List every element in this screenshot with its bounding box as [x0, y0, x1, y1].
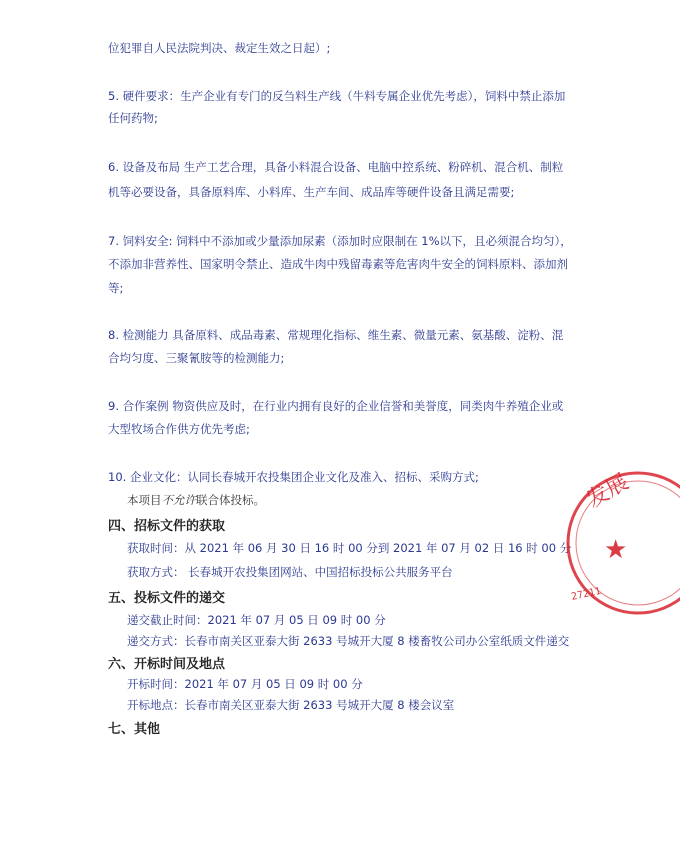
- submit-deadline: 递交截止时间：2021 年 07 月 05 日 09 时 00 分: [127, 613, 386, 627]
- get-time: 获取时间：从 2021 年 06 月 30 日 16 时 00 分到 2021 年 07 月 02 日 16 时 00 分: [127, 541, 572, 555]
- paragraph-line: 合均匀度、三聚氰胺等的检测能力;: [108, 351, 285, 365]
- open-place: 开标地点：长春市南关区亚泰大街 2633 号城开大厦 8 楼会议室: [127, 698, 455, 712]
- section-heading: 五、投标文件的递交: [108, 591, 226, 606]
- paragraph-line: 10. 企业文化：认同长春城开农投集团企业文化及准入、招标、采购方式;: [108, 470, 479, 484]
- submit-method: 递交方式：长春市南关区亚泰大街 2633 号城开大厦 8 楼畜牧公司办公室纸质文件递交: [127, 634, 570, 648]
- section-heading: 七、其他: [108, 722, 161, 737]
- paragraph-line: 9. 合作案例 物资供应及时，在行业内拥有良好的企业信誉和美誉度，同类肉牛养殖企业或: [108, 399, 564, 413]
- paragraph-line: 位犯罪自人民法院判决、裁定生效之日起）;: [108, 41, 331, 55]
- paragraph-line: 不添加非营养性、国家明令禁止、造成牛肉中残留毒素等危害肉牛安全的饲料原料、添加剂: [108, 257, 568, 271]
- paragraph-line: 等;: [108, 281, 124, 295]
- paragraph-line: 机等必要设备，具备原料库、小料库、生产车间、成品库等硬件设备且满足需要;: [108, 185, 515, 199]
- paragraph-line: 6. 设备及布局 生产工艺合理，具备小料混合设备、电脑中控系统、粉碎机、混合机、制粒: [108, 160, 564, 174]
- open-time: 开标时间：2021 年 07 月 05 日 09 时 00 分: [127, 677, 363, 691]
- union-bid-note: [127, 492, 265, 508]
- svg-text:发展: 发展: [582, 469, 634, 514]
- union-post: 联合体投标。: [196, 493, 265, 507]
- svg-text:27211: 27211: [570, 585, 603, 603]
- union-mid: 不允许: [161, 493, 196, 507]
- get-method: 获取方式： 长春城开农投集团网站、中国招标投标公共服务平台: [127, 565, 453, 579]
- paragraph-line: 大型牧场合作供方优先考虑;: [108, 422, 250, 436]
- paragraph-line: 任何药物;: [108, 111, 158, 125]
- section-heading: 四、招标文件的获取: [108, 519, 226, 534]
- paragraph-line: 5. 硬件要求：生产企业有专门的反刍料生产线（牛料专属企业优先考虑），饲料中禁止添加: [108, 89, 566, 103]
- svg-text:★: ★: [604, 535, 628, 565]
- section-heading: 六、开标时间及地点: [108, 657, 226, 672]
- paragraph-line: 8. 检测能力 具备原料、成品毒素、常规理化指标、维生素、微量元素、氨基酸、淀粉、混: [108, 328, 564, 342]
- red-seal-stamp: [560, 468, 680, 618]
- union-pre: 本项目: [127, 493, 162, 507]
- paragraph-line: 7. 饲料安全: 饲料中不添加或少量添加尿素（添加时应限制在 1%以下，且必须混合均匀），: [108, 234, 572, 248]
